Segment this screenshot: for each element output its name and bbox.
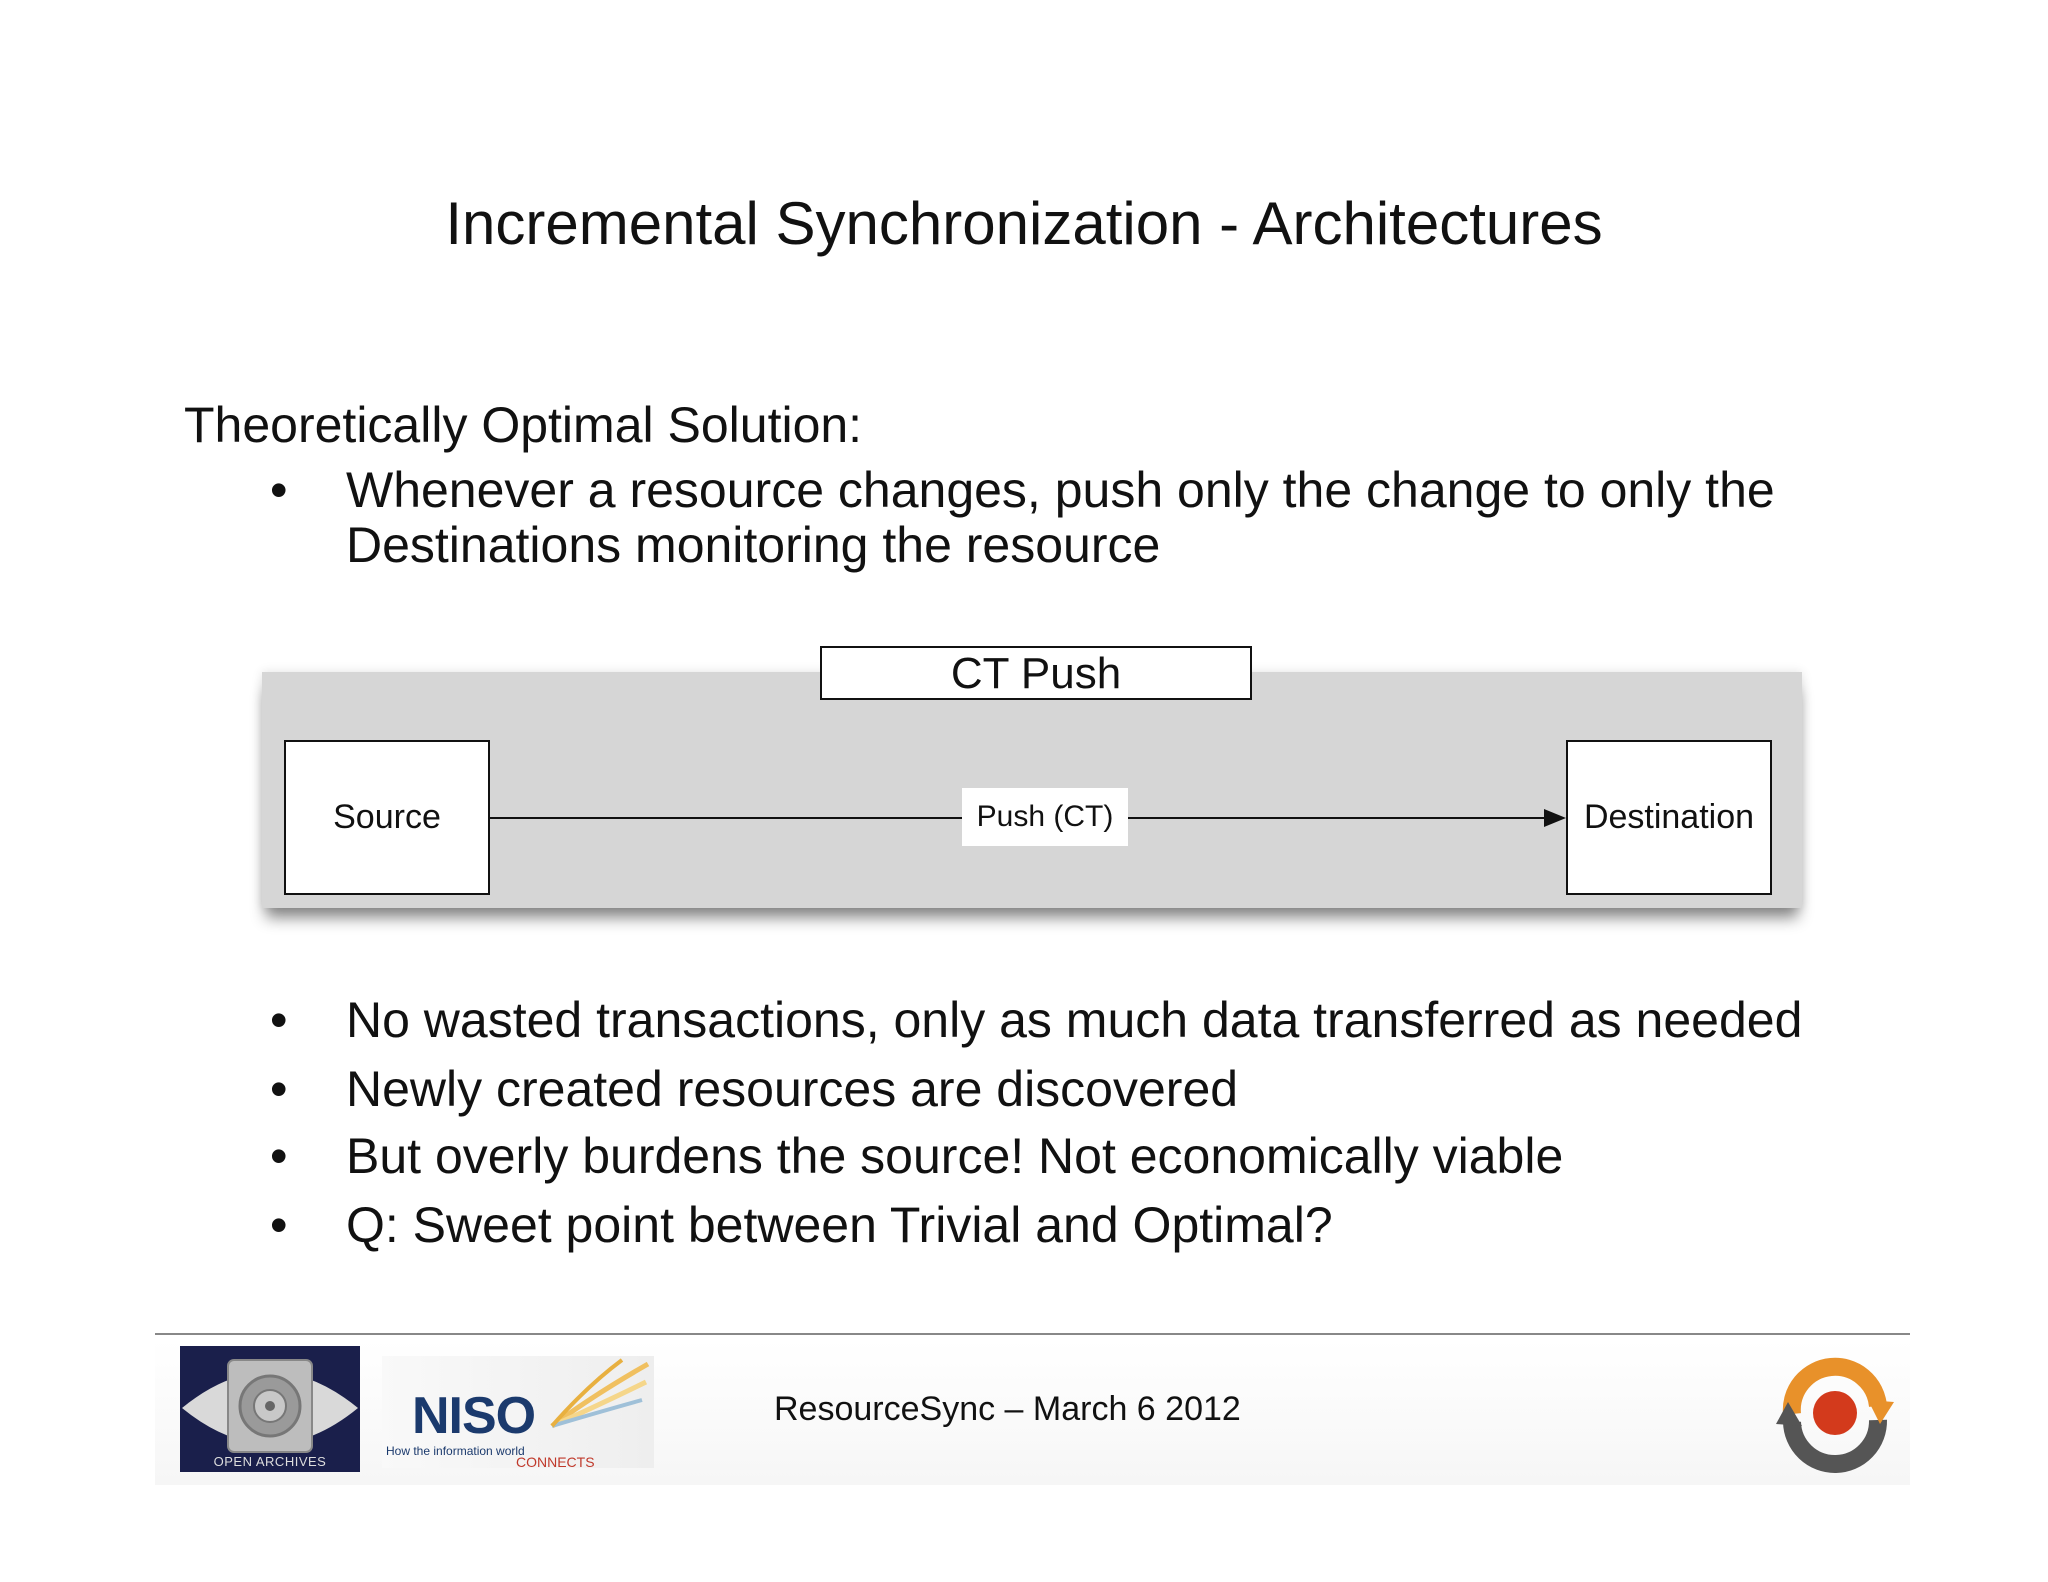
bullet-text: Q: Sweet point between Trivial and Optimal? xyxy=(346,1197,1333,1253)
bullet-text: But overly burdens the source! Not economically viable xyxy=(346,1128,1564,1184)
destination-label: Destination xyxy=(1583,798,1755,836)
resourcesync-logo-icon xyxy=(1772,1350,1898,1476)
footer-text: ResourceSync – March 6 2012 xyxy=(774,1390,1241,1428)
intro-bullet-text-2: Destinations monitoring the resource xyxy=(346,517,1161,573)
source-label: Source xyxy=(333,798,441,836)
open-archives-logo xyxy=(180,1346,360,1472)
edge-label: Push (CT) xyxy=(962,788,1128,846)
bullet-text: Newly created resources are discovered xyxy=(346,1061,1239,1117)
niso-tagline: How the information world xyxy=(386,1444,525,1458)
niso-wordmark: NISO xyxy=(412,1387,536,1445)
bullet-marker: • xyxy=(270,992,288,1048)
niso-logo xyxy=(382,1356,654,1468)
open-archives-caption: OPEN ARCHIVES xyxy=(213,1454,327,1469)
niso-tagline-connects: CONNECTS xyxy=(516,1454,595,1470)
bullet-marker: • xyxy=(270,462,288,518)
intro-bullet-text-1: Whenever a resource changes, push only the change to only the xyxy=(346,462,1775,518)
arrowhead-icon xyxy=(1544,809,1566,827)
bullet-marker: • xyxy=(270,1128,288,1184)
section-heading: Theoretically Optimal Solution: xyxy=(184,397,863,453)
bullet-marker: • xyxy=(270,1061,288,1117)
diagram-title: CT Push xyxy=(820,646,1252,700)
footer-divider xyxy=(155,1333,1910,1335)
bullet-marker: • xyxy=(270,1197,288,1253)
niso-rays-icon xyxy=(542,1356,652,1436)
bullet-text: No wasted transactions, only as much data transferred as needed xyxy=(346,992,1803,1048)
slide-title: Incremental Synchronization - Architectures xyxy=(445,190,1603,257)
